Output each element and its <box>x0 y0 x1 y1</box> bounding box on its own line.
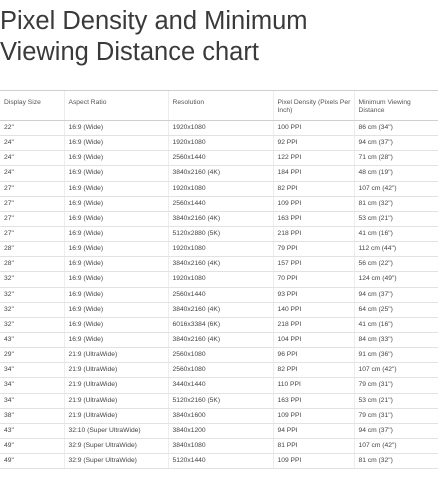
table-header <box>0 91 438 121</box>
cell-viewing-distance: 107 cm (42") <box>354 438 438 453</box>
cell-display-size: 34" <box>0 393 64 408</box>
cell-resolution: 3840x1600 <box>168 408 273 423</box>
table-row <box>0 302 438 317</box>
cell-resolution: 2560x1440 <box>168 151 273 166</box>
cell-display-size: 24" <box>0 151 64 166</box>
cell-pixel-density: 70 PPI <box>273 272 354 287</box>
cell-viewing-distance: 64 cm (25") <box>354 302 438 317</box>
cell-aspect-ratio: 16:9 (Wide) <box>64 196 168 211</box>
cell-pixel-density: 81 PPI <box>273 438 354 453</box>
cell-pixel-density: 218 PPI <box>273 317 354 332</box>
cell-pixel-density: 163 PPI <box>273 393 354 408</box>
cell-aspect-ratio: 16:9 (Wide) <box>64 181 168 196</box>
cell-resolution: 3840x1200 <box>168 423 273 438</box>
cell-resolution: 3440x1440 <box>168 378 273 393</box>
cell-resolution: 1920x1080 <box>168 121 273 136</box>
cell-viewing-distance: 41 cm (16") <box>354 226 438 241</box>
cell-pixel-density: 93 PPI <box>273 287 354 302</box>
cell-aspect-ratio: 16:9 (Wide) <box>64 257 168 272</box>
cell-pixel-density: 157 PPI <box>273 257 354 272</box>
cell-resolution: 1920x1080 <box>168 242 273 257</box>
cell-aspect-ratio: 21:9 (UltraWide) <box>64 378 168 393</box>
cell-resolution: 2560x1080 <box>168 363 273 378</box>
cell-pixel-density: 109 PPI <box>273 454 354 469</box>
column-header-aspect-ratio: Aspect Ratio <box>64 91 168 121</box>
cell-pixel-density: 109 PPI <box>273 196 354 211</box>
cell-aspect-ratio: 16:9 (Wide) <box>64 166 168 181</box>
cell-aspect-ratio: 21:9 (UltraWide) <box>64 348 168 363</box>
table-row <box>0 454 438 469</box>
page-title <box>0 6 420 68</box>
cell-pixel-density: 122 PPI <box>273 151 354 166</box>
cell-display-size: 43" <box>0 332 64 347</box>
cell-aspect-ratio: 16:9 (Wide) <box>64 136 168 151</box>
table-row <box>0 226 438 241</box>
cell-resolution: 2560x1080 <box>168 348 273 363</box>
cell-pixel-density: 82 PPI <box>273 363 354 378</box>
table-row <box>0 408 438 423</box>
cell-viewing-distance: 112 cm (44") <box>354 242 438 257</box>
cell-resolution: 2560x1440 <box>168 196 273 211</box>
cell-pixel-density: 94 PPI <box>273 423 354 438</box>
cell-pixel-density: 104 PPI <box>273 332 354 347</box>
cell-display-size: 49" <box>0 438 64 453</box>
cell-display-size: 38" <box>0 408 64 423</box>
cell-viewing-distance: 107 cm (42") <box>354 181 438 196</box>
cell-pixel-density: 140 PPI <box>273 302 354 317</box>
cell-pixel-density: 218 PPI <box>273 226 354 241</box>
table-row <box>0 121 438 136</box>
table-row <box>0 332 438 347</box>
cell-display-size: 24" <box>0 166 64 181</box>
cell-display-size: 27" <box>0 196 64 211</box>
table-row <box>0 423 438 438</box>
cell-resolution: 2560x1440 <box>168 287 273 302</box>
table-row <box>0 272 438 287</box>
cell-viewing-distance: 94 cm (37") <box>354 136 438 151</box>
cell-resolution: 3840x2160 (4K) <box>168 166 273 181</box>
table-row <box>0 136 438 151</box>
cell-pixel-density: 109 PPI <box>273 408 354 423</box>
cell-display-size: 32" <box>0 302 64 317</box>
column-header-pixel-density: Pixel Density (Pixels Per Inch) <box>273 91 354 121</box>
cell-viewing-distance: 41 cm (16") <box>354 317 438 332</box>
cell-resolution: 3840x1080 <box>168 438 273 453</box>
cell-viewing-distance: 86 cm (34") <box>354 121 438 136</box>
cell-resolution: 3840x2160 (4K) <box>168 302 273 317</box>
cell-aspect-ratio: 16:9 (Wide) <box>64 211 168 226</box>
cell-viewing-distance: 71 cm (28") <box>354 151 438 166</box>
cell-viewing-distance: 91 cm (36") <box>354 348 438 363</box>
cell-display-size: 34" <box>0 378 64 393</box>
cell-display-size: 28" <box>0 242 64 257</box>
cell-viewing-distance: 94 cm (37") <box>354 287 438 302</box>
cell-aspect-ratio: 21:9 (UltraWide) <box>64 363 168 378</box>
cell-resolution: 5120x2160 (5K) <box>168 393 273 408</box>
cell-display-size: 43" <box>0 423 64 438</box>
cell-aspect-ratio: 16:9 (Wide) <box>64 287 168 302</box>
cell-display-size: 27" <box>0 181 64 196</box>
cell-aspect-ratio: 21:9 (UltraWide) <box>64 408 168 423</box>
cell-aspect-ratio: 16:9 (Wide) <box>64 242 168 257</box>
table-row <box>0 438 438 453</box>
cell-viewing-distance: 81 cm (32") <box>354 454 438 469</box>
cell-viewing-distance: 79 cm (31") <box>354 408 438 423</box>
table-row <box>0 317 438 332</box>
page-title-line-1: Pixel Density and Minimum <box>0 7 308 35</box>
table-row <box>0 348 438 363</box>
table-row <box>0 196 438 211</box>
cell-viewing-distance: 48 cm (19") <box>354 166 438 181</box>
cell-viewing-distance: 56 cm (22") <box>354 257 438 272</box>
cell-viewing-distance: 124 cm (49") <box>354 272 438 287</box>
page-title-line-2: Viewing Distance chart <box>0 38 259 66</box>
cell-pixel-density: 92 PPI <box>273 136 354 151</box>
cell-display-size: 32" <box>0 317 64 332</box>
pixel-density-table <box>0 90 438 469</box>
cell-aspect-ratio: 16:9 (Wide) <box>64 317 168 332</box>
table-row <box>0 287 438 302</box>
table-row <box>0 242 438 257</box>
cell-resolution: 3840x2160 (4K) <box>168 211 273 226</box>
cell-display-size: 28" <box>0 257 64 272</box>
cell-resolution: 3840x2160 (4K) <box>168 332 273 347</box>
table-row <box>0 151 438 166</box>
cell-display-size: 24" <box>0 136 64 151</box>
cell-aspect-ratio: 16:9 (Wide) <box>64 151 168 166</box>
cell-display-size: 32" <box>0 287 64 302</box>
cell-display-size: 34" <box>0 363 64 378</box>
cell-resolution: 1920x1080 <box>168 272 273 287</box>
table-row <box>0 378 438 393</box>
cell-pixel-density: 79 PPI <box>273 242 354 257</box>
cell-resolution: 5120x1440 <box>168 454 273 469</box>
cell-pixel-density: 100 PPI <box>273 121 354 136</box>
cell-display-size: 27" <box>0 226 64 241</box>
column-header-resolution: Resolution <box>168 91 273 121</box>
cell-resolution: 1920x1080 <box>168 136 273 151</box>
cell-aspect-ratio: 32:10 (Super UltraWide) <box>64 423 168 438</box>
table-row <box>0 393 438 408</box>
cell-viewing-distance: 107 cm (42") <box>354 363 438 378</box>
cell-aspect-ratio: 16:9 (Wide) <box>64 302 168 317</box>
cell-aspect-ratio: 32:9 (Super UltraWide) <box>64 438 168 453</box>
cell-aspect-ratio: 16:9 (Wide) <box>64 121 168 136</box>
cell-viewing-distance: 84 cm (33") <box>354 332 438 347</box>
cell-display-size: 27" <box>0 211 64 226</box>
cell-viewing-distance: 81 cm (32") <box>354 196 438 211</box>
cell-pixel-density: 184 PPI <box>273 166 354 181</box>
column-header-viewing-distance: Minimum Viewing Distance <box>354 91 438 121</box>
cell-display-size: 32" <box>0 272 64 287</box>
cell-pixel-density: 163 PPI <box>273 211 354 226</box>
cell-viewing-distance: 53 cm (21") <box>354 393 438 408</box>
cell-viewing-distance: 53 cm (21") <box>354 211 438 226</box>
cell-display-size: 29" <box>0 348 64 363</box>
cell-aspect-ratio: 16:9 (Wide) <box>64 226 168 241</box>
cell-resolution: 5120x2880 (5K) <box>168 226 273 241</box>
cell-resolution: 3840x2160 (4K) <box>168 257 273 272</box>
cell-pixel-density: 96 PPI <box>273 348 354 363</box>
cell-aspect-ratio: 32:9 (Super UltraWide) <box>64 454 168 469</box>
cell-viewing-distance: 94 cm (37") <box>354 423 438 438</box>
table-body <box>0 121 438 469</box>
cell-resolution: 6016x3384 (6K) <box>168 317 273 332</box>
cell-aspect-ratio: 16:9 (Wide) <box>64 272 168 287</box>
table-row <box>0 181 438 196</box>
table-row <box>0 257 438 272</box>
cell-viewing-distance: 79 cm (31") <box>354 378 438 393</box>
cell-pixel-density: 82 PPI <box>273 181 354 196</box>
cell-display-size: 22" <box>0 121 64 136</box>
cell-pixel-density: 110 PPI <box>273 378 354 393</box>
cell-display-size: 49" <box>0 454 64 469</box>
table-row <box>0 363 438 378</box>
cell-resolution: 1920x1080 <box>168 181 273 196</box>
column-header-display-size: Display Size <box>0 91 64 121</box>
table-row <box>0 166 438 181</box>
cell-aspect-ratio: 21:9 (UltraWide) <box>64 393 168 408</box>
cell-aspect-ratio: 16:9 (Wide) <box>64 332 168 347</box>
table-row <box>0 211 438 226</box>
table-header-row <box>0 91 438 121</box>
